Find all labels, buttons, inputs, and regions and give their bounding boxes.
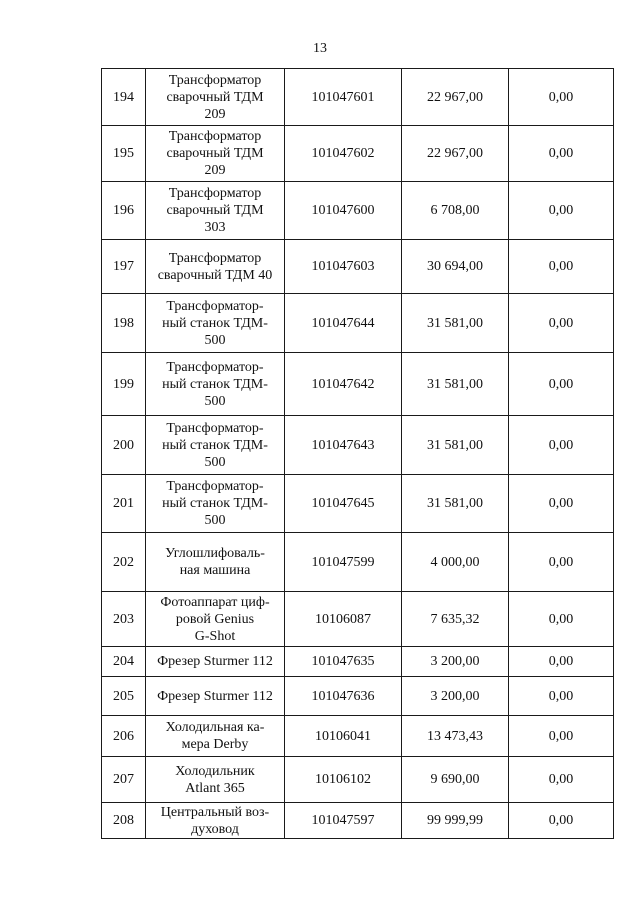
table-row <box>102 69 614 126</box>
item-name-cell: Трансформатор- ный станок ТДМ- 500 <box>146 416 285 475</box>
value-cell: 0,00 <box>509 126 614 182</box>
inventory-code-cell: 101047635 <box>285 647 402 677</box>
item-name-cell: Трансформатор сварочный ТДМ 209 <box>146 126 285 182</box>
amount-cell: 6 708,00 <box>402 182 509 240</box>
item-name-cell: Трансформатор- ный станок ТДМ- 500 <box>146 353 285 416</box>
table-row <box>102 716 614 757</box>
amount-cell: 3 200,00 <box>402 677 509 716</box>
amount-cell: 31 581,00 <box>402 416 509 475</box>
amount-cell: 9 690,00 <box>402 757 509 803</box>
inventory-code-cell: 101047600 <box>285 182 402 240</box>
row-number-cell: 197 <box>102 240 146 294</box>
value-cell: 0,00 <box>509 647 614 677</box>
amount-cell: 7 635,32 <box>402 592 509 647</box>
inventory-code-cell: 101047601 <box>285 69 402 126</box>
table-row <box>102 757 614 803</box>
amount-cell: 30 694,00 <box>402 240 509 294</box>
item-name-cell: Трансформатор сварочный ТДМ 303 <box>146 182 285 240</box>
value-cell: 0,00 <box>509 803 614 839</box>
amount-cell: 3 200,00 <box>402 647 509 677</box>
inventory-code-cell: 101047642 <box>285 353 402 416</box>
item-name-cell: Трансформатор сварочный ТДМ 209 <box>146 69 285 126</box>
row-number-cell: 200 <box>102 416 146 475</box>
inventory-code-cell: 101047644 <box>285 294 402 353</box>
table-row <box>102 353 614 416</box>
value-cell: 0,00 <box>509 757 614 803</box>
inventory-code-cell: 10106041 <box>285 716 402 757</box>
row-number-cell: 201 <box>102 475 146 533</box>
value-cell: 0,00 <box>509 677 614 716</box>
table-row <box>102 182 614 240</box>
row-number-cell: 202 <box>102 533 146 592</box>
row-number-cell: 204 <box>102 647 146 677</box>
item-name-cell: Фрезер Sturmer 112 <box>146 677 285 716</box>
item-name-cell: Фрезер Sturmer 112 <box>146 647 285 677</box>
table-row <box>102 294 614 353</box>
value-cell: 0,00 <box>509 294 614 353</box>
row-number-cell: 199 <box>102 353 146 416</box>
item-name-cell: Трансформатор сварочный ТДМ 40 <box>146 240 285 294</box>
row-number-cell: 206 <box>102 716 146 757</box>
row-number-cell: 203 <box>102 592 146 647</box>
amount-cell: 13 473,43 <box>402 716 509 757</box>
inventory-code-cell: 10106102 <box>285 757 402 803</box>
row-number-cell: 207 <box>102 757 146 803</box>
row-number-cell: 208 <box>102 803 146 839</box>
value-cell: 0,00 <box>509 240 614 294</box>
inventory-table <box>101 68 614 839</box>
amount-cell: 31 581,00 <box>402 294 509 353</box>
inventory-code-cell: 101047603 <box>285 240 402 294</box>
table-row <box>102 416 614 475</box>
amount-cell: 31 581,00 <box>402 475 509 533</box>
value-cell: 0,00 <box>509 533 614 592</box>
row-number-cell: 196 <box>102 182 146 240</box>
table-row <box>102 240 614 294</box>
item-name-cell: Углошлифоваль- ная машина <box>146 533 285 592</box>
table-row <box>102 592 614 647</box>
value-cell: 0,00 <box>509 69 614 126</box>
page-number: 13 <box>313 41 327 56</box>
amount-cell: 31 581,00 <box>402 353 509 416</box>
value-cell: 0,00 <box>509 416 614 475</box>
inventory-code-cell: 101047602 <box>285 126 402 182</box>
amount-cell: 22 967,00 <box>402 69 509 126</box>
row-number-cell: 198 <box>102 294 146 353</box>
amount-cell: 4 000,00 <box>402 533 509 592</box>
table-row <box>102 126 614 182</box>
value-cell: 0,00 <box>509 182 614 240</box>
inventory-code-cell: 101047599 <box>285 533 402 592</box>
table-row <box>102 533 614 592</box>
item-name-cell: Трансформатор- ный станок ТДМ- 500 <box>146 475 285 533</box>
table-row <box>102 475 614 533</box>
item-name-cell: Холодильник Atlant 365 <box>146 757 285 803</box>
item-name-cell: Центральный воз- духовод <box>146 803 285 839</box>
value-cell: 0,00 <box>509 716 614 757</box>
value-cell: 0,00 <box>509 353 614 416</box>
inventory-code-cell: 101047643 <box>285 416 402 475</box>
inventory-code-cell: 101047636 <box>285 677 402 716</box>
item-name-cell: Трансформатор- ный станок ТДМ- 500 <box>146 294 285 353</box>
table-row <box>102 647 614 677</box>
value-cell: 0,00 <box>509 475 614 533</box>
inventory-code-cell: 10106087 <box>285 592 402 647</box>
table-row <box>102 677 614 716</box>
table-row <box>102 803 614 839</box>
inventory-code-cell: 101047645 <box>285 475 402 533</box>
amount-cell: 99 999,99 <box>402 803 509 839</box>
item-name-cell: Фотоаппарат циф- ровой Genius G-Shot <box>146 592 285 647</box>
amount-cell: 22 967,00 <box>402 126 509 182</box>
row-number-cell: 194 <box>102 69 146 126</box>
row-number-cell: 195 <box>102 126 146 182</box>
inventory-code-cell: 101047597 <box>285 803 402 839</box>
row-number-cell: 205 <box>102 677 146 716</box>
value-cell: 0,00 <box>509 592 614 647</box>
item-name-cell: Холодильная ка- мера Derby <box>146 716 285 757</box>
